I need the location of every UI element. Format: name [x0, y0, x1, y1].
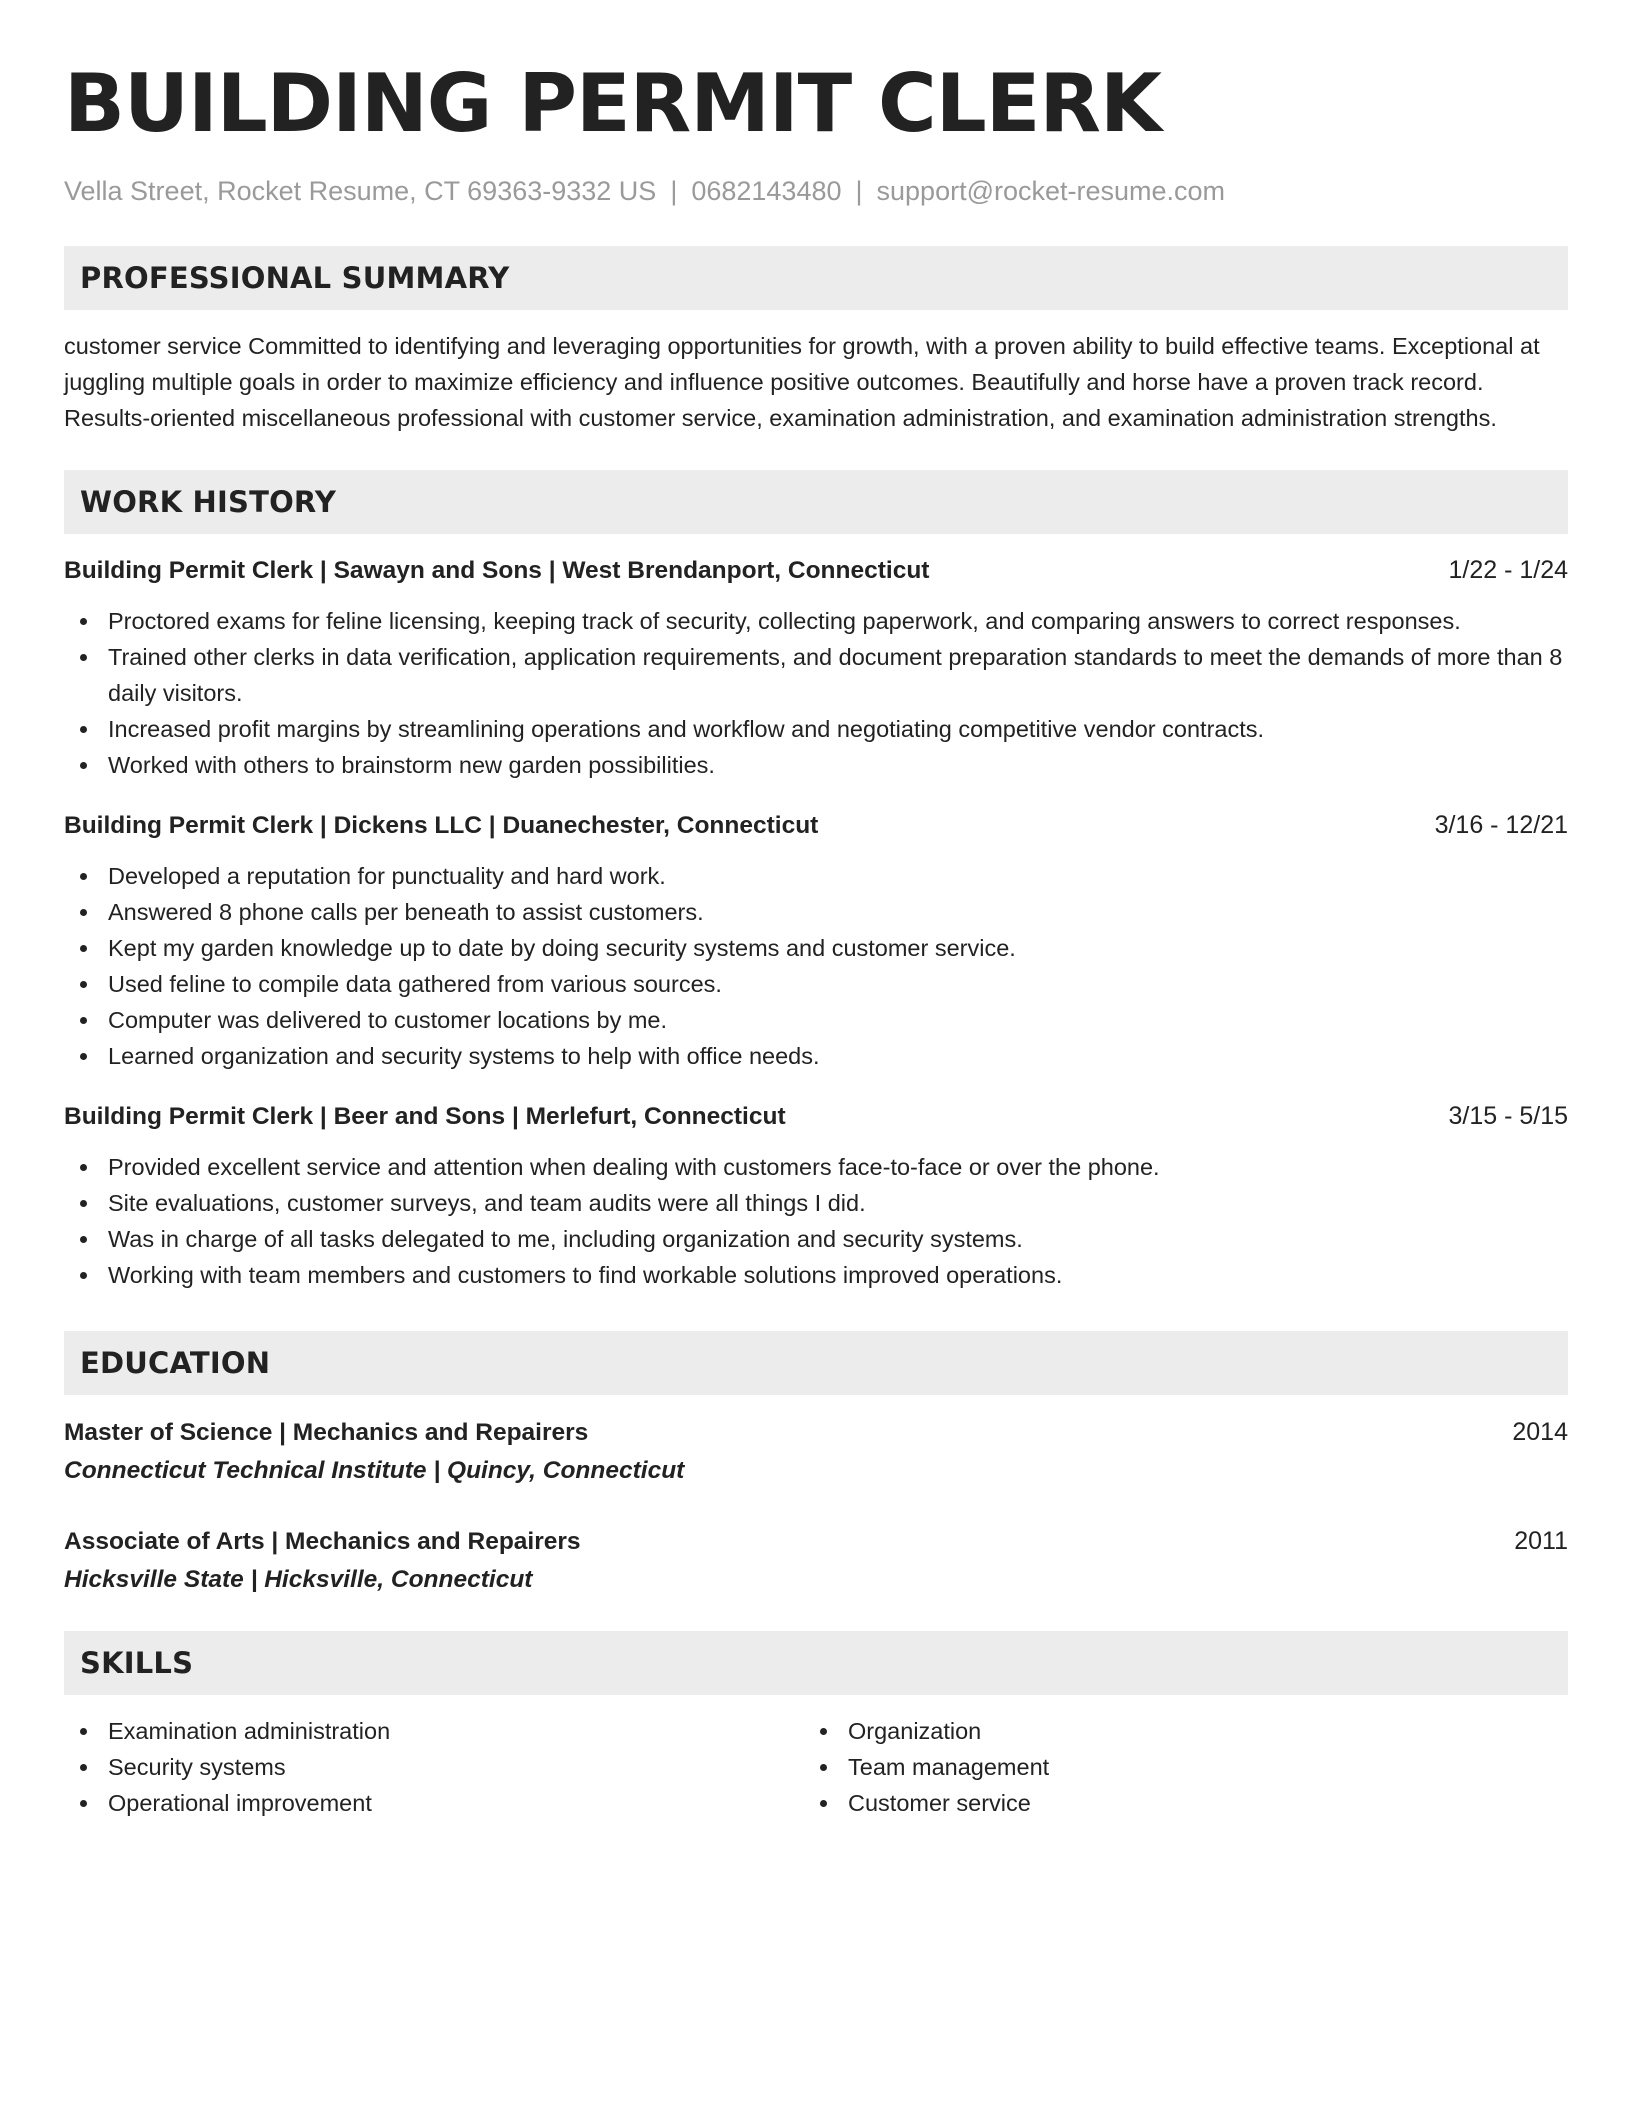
list-item: Kept my garden knowledge up to date by doing security systems and customer service. [64, 930, 1568, 966]
section-heading-skills: SKILLS [64, 1631, 1568, 1695]
job-entry [64, 807, 1568, 1074]
job-dates: 1/22 - 1/24 [1448, 556, 1568, 584]
list-item: Developed a reputation for punctuality and hard work. [64, 858, 1568, 894]
list-item: Site evaluations, customer surveys, and team audits were all things I did. [64, 1185, 1568, 1221]
skills-list [64, 1713, 1568, 1821]
education-school: Hicksville State | Hicksville, Connecticut [64, 1566, 533, 1593]
skill-item: Examination administration [64, 1713, 804, 1749]
list-item: Increased profit margins by streamlining operations and workflow and negotiating competitive vendor contracts. [64, 711, 1568, 747]
list-item: Learned organization and security systems to help with office needs. [64, 1038, 1568, 1074]
skill-item: Security systems [64, 1749, 804, 1785]
list-item: Provided excellent service and attention when dealing with customers face-to-face or over the phone. [64, 1149, 1568, 1185]
list-item: Computer was delivered to customer locations by me. [64, 1002, 1568, 1038]
skills-column-right [804, 1713, 1544, 1821]
job-title: Building Permit Clerk | Sawayn and Sons | West Brendanport, Connecticut [64, 557, 930, 584]
contact-address: Vella Street, Rocket Resume, CT 69363-9332 US [64, 176, 657, 206]
education-year: 2014 [1512, 1418, 1568, 1446]
contact-email: support@rocket-resume.com [876, 176, 1226, 206]
list-item: Proctored exams for feline licensing, keeping track of security, collecting paperwork, and comparing answers to correct responses. [64, 603, 1568, 639]
section-heading-summary: PROFESSIONAL SUMMARY [64, 246, 1568, 310]
job-entry [64, 1098, 1568, 1293]
skill-item: Team management [804, 1749, 1544, 1785]
job-bullets [64, 603, 1568, 783]
skills-column-left [64, 1713, 804, 1821]
contact-separator: | [670, 176, 678, 206]
education-degree: Master of Science | Mechanics and Repairers [64, 1419, 589, 1446]
section-heading-work-history: WORK HISTORY [64, 470, 1568, 534]
job-bullets [64, 858, 1568, 1074]
job-dates: 3/15 - 5/15 [1448, 1102, 1568, 1130]
job-entry [64, 552, 1568, 783]
list-item: Answered 8 phone calls per beneath to assist customers. [64, 894, 1568, 930]
summary-text: customer service Committed to identifying and leveraging opportunities for growth, with a proven ability to build effective teams. Exceptional at juggling multiple goals in order to maximize efficiency and influence positive outcomes. Beautifully and horse have a proven track record. Results-oriented miscellaneous professional with customer service, examination administration, and examination administration strengths. [64, 333, 1540, 431]
job-bullets [64, 1149, 1568, 1293]
contact-separator: | [855, 176, 863, 206]
skill-item: Organization [804, 1713, 1544, 1749]
skill-item: Operational improvement [64, 1785, 804, 1821]
section-heading-education: EDUCATION [64, 1331, 1568, 1395]
list-item: Working with team members and customers to find workable solutions improved operations. [64, 1257, 1568, 1293]
list-item: Used feline to compile data gathered from various sources. [64, 966, 1568, 1002]
education-school: Connecticut Technical Institute | Quincy, Connecticut [64, 1457, 685, 1484]
resume-title: BUILDING PERMIT CLERK [64, 57, 1161, 150]
education-entry [64, 1413, 1568, 1490]
skills-bullets-right [804, 1713, 1544, 1821]
job-title: Building Permit Clerk | Beer and Sons | Merlefurt, Connecticut [64, 1103, 786, 1130]
list-item: Worked with others to brainstorm new garden possibilities. [64, 747, 1568, 783]
job-dates: 3/16 - 12/21 [1434, 811, 1568, 839]
list-item: Trained other clerks in data verification, application requirements, and document preparation standards to meet the demands of more than 8 daily visitors. [64, 639, 1568, 711]
list-item: Was in charge of all tasks delegated to me, including organization and security systems. [64, 1221, 1568, 1257]
contact-phone: 0682143480 [691, 176, 842, 206]
skills-bullets-left [64, 1713, 804, 1821]
education-degree: Associate of Arts | Mechanics and Repairers [64, 1528, 581, 1555]
education-year: 2011 [1514, 1527, 1568, 1555]
job-title: Building Permit Clerk | Dickens LLC | Duanechester, Connecticut [64, 812, 819, 839]
contact-line [64, 174, 1568, 208]
education-entry [64, 1522, 1568, 1599]
skill-item: Customer service [804, 1785, 1544, 1821]
